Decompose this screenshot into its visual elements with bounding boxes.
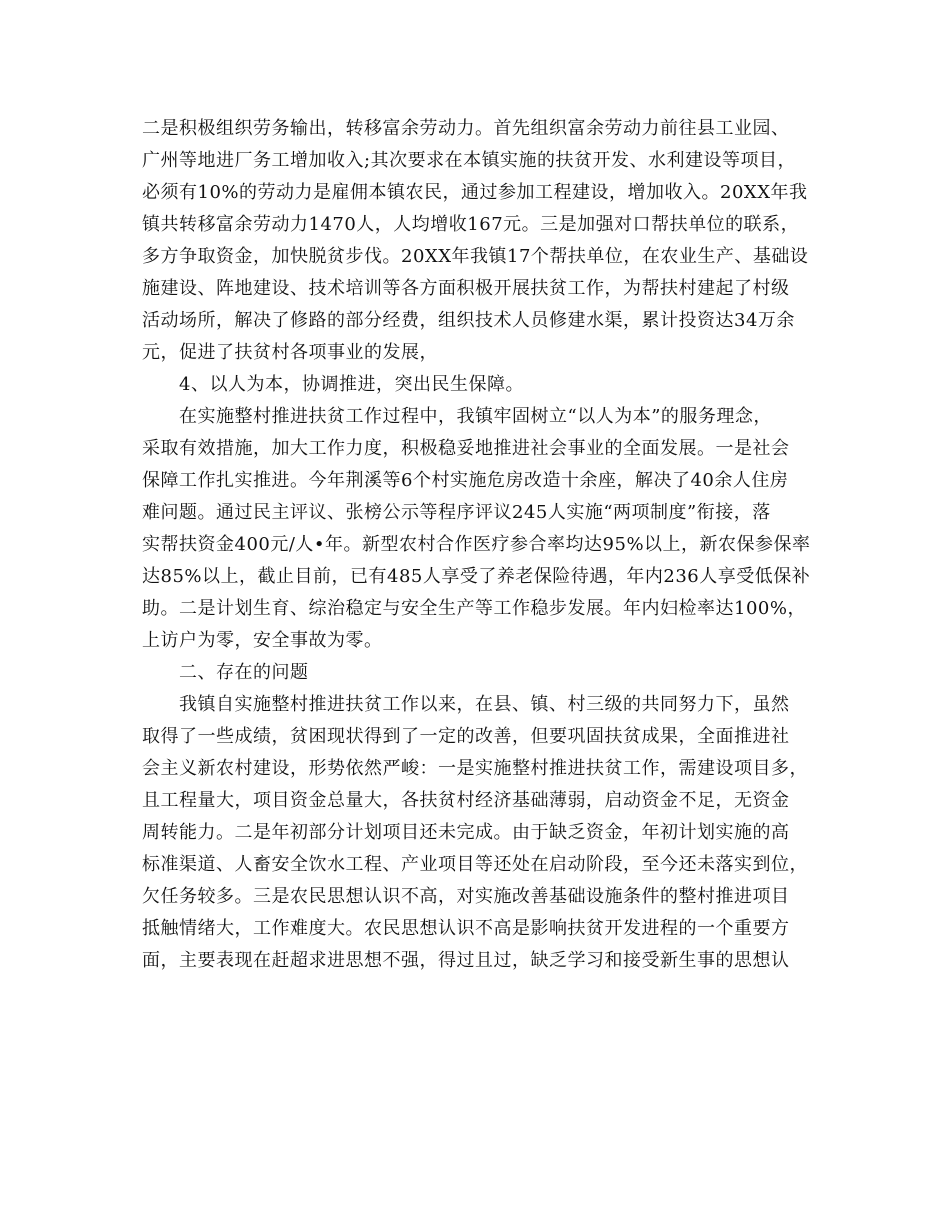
text-line-4: 镇共转移富余劳动力1470人，人均增收167元。三是加强对口帮扶单位的联系， [142,214,800,235]
text-line-15: 达85%以上，截止目前，已有485人享受了养老保险待遇，年内236人享受低保补 [142,566,811,587]
text-line-25: 欠任务较多。三是农民思想认识不高，对实施改善基础设施条件的整村推进项目 [142,886,790,907]
text-line-6: 施建设、阵地建设、技术培训等各方面积极开展扶贫工作，为帮扶村建起了村级 [142,278,790,299]
text-line-16: 助。二是计划生育、综治稳定与安全生产等工作稳步发展。年内妇检率达100%， [142,598,806,619]
text-line-21: 会主义新农村建设，形势依然严峻：一是实施整村推进扶贫工作，需建设项目多， [142,758,808,779]
text-line-10: 在实施整村推进扶贫工作过程中，我镇牢固树立“以人为本”的服务理念， [179,406,772,427]
text-line-20: 取得了一些成绩，贫困现状得到了一定的改善，但要巩固扶贫成果，全面推进社 [142,726,790,747]
text-line-19: 我镇自实施整村推进扶贫工作以来，在县、镇、村三级的共同努力下，虽然 [179,694,790,715]
text-line-13: 难问题。通过民主评议、张榜公示等程序评议245人实施“两项制度”衔接，落 [142,502,771,523]
text-line-22: 且工程量大，项目资金总量大，各扶贫村经济基础薄弱，启动资金不足，无资金 [142,790,790,811]
text-line-14: 实帮扶资金400元/人•年。新型农村合作医疗参合率均达95%以上，新农保参保率 [142,534,811,555]
section-heading-problems: 二、存在的问题 [179,662,309,683]
text-line-2: 广州等地进厂务工增加收入;其次要求在本镇实施的扶贫开发、水利建设等项目， [142,150,797,171]
text-line-12: 保障工作扎实推进。今年荆溪等6个村实施危房改造十余座，解决了40余人住房 [142,470,789,491]
text-line-1: 二是积极组织劳务输出，转移富余劳动力。首先组织富余劳动力前往县工业园、 [142,118,790,139]
text-line-23: 周转能力。二是年初部分计划项目还未完成。由于缺乏资金，年初计划实施的高 [142,822,790,843]
text-line-8: 元，促进了扶贫村各项事业的发展， [142,342,438,363]
text-line-7: 活动场所，解决了修路的部分经费，组织技术人员修建水渠，累计投资达34万余 [142,310,795,331]
text-line-17: 上访户为零，安全事故为零。 [142,630,383,651]
text-line-26: 抵触情绪大，工作难度大。农民思想认识不高是影响扶贫开发进程的一个重要方 [142,918,790,939]
section-heading-4: 4、以人为本，协调推进，突出民生保障。 [179,374,524,395]
text-line-3: 必须有10%的劳动力是雇佣本镇农民，通过参加工程建设，增加收入。20XX年我 [142,182,808,203]
text-line-11: 采取有效措施，加大工作力度，积极稳妥地推进社会事业的全面发展。一是社会 [142,438,790,459]
text-line-24: 标准渠道、人畜安全饮水工程、产业项目等还处在启动阶段，至今还未落实到位， [142,854,808,875]
document-body [142,113,811,977]
text-line-27: 面，主要表现在赶超求进思想不强，得过且过，缺乏学习和接受新生事的思想认 [142,950,790,971]
text-line-5: 多方争取资金，加快脱贫步伐。20XX年我镇17个帮扶单位，在农业生产、基础设 [142,246,809,267]
